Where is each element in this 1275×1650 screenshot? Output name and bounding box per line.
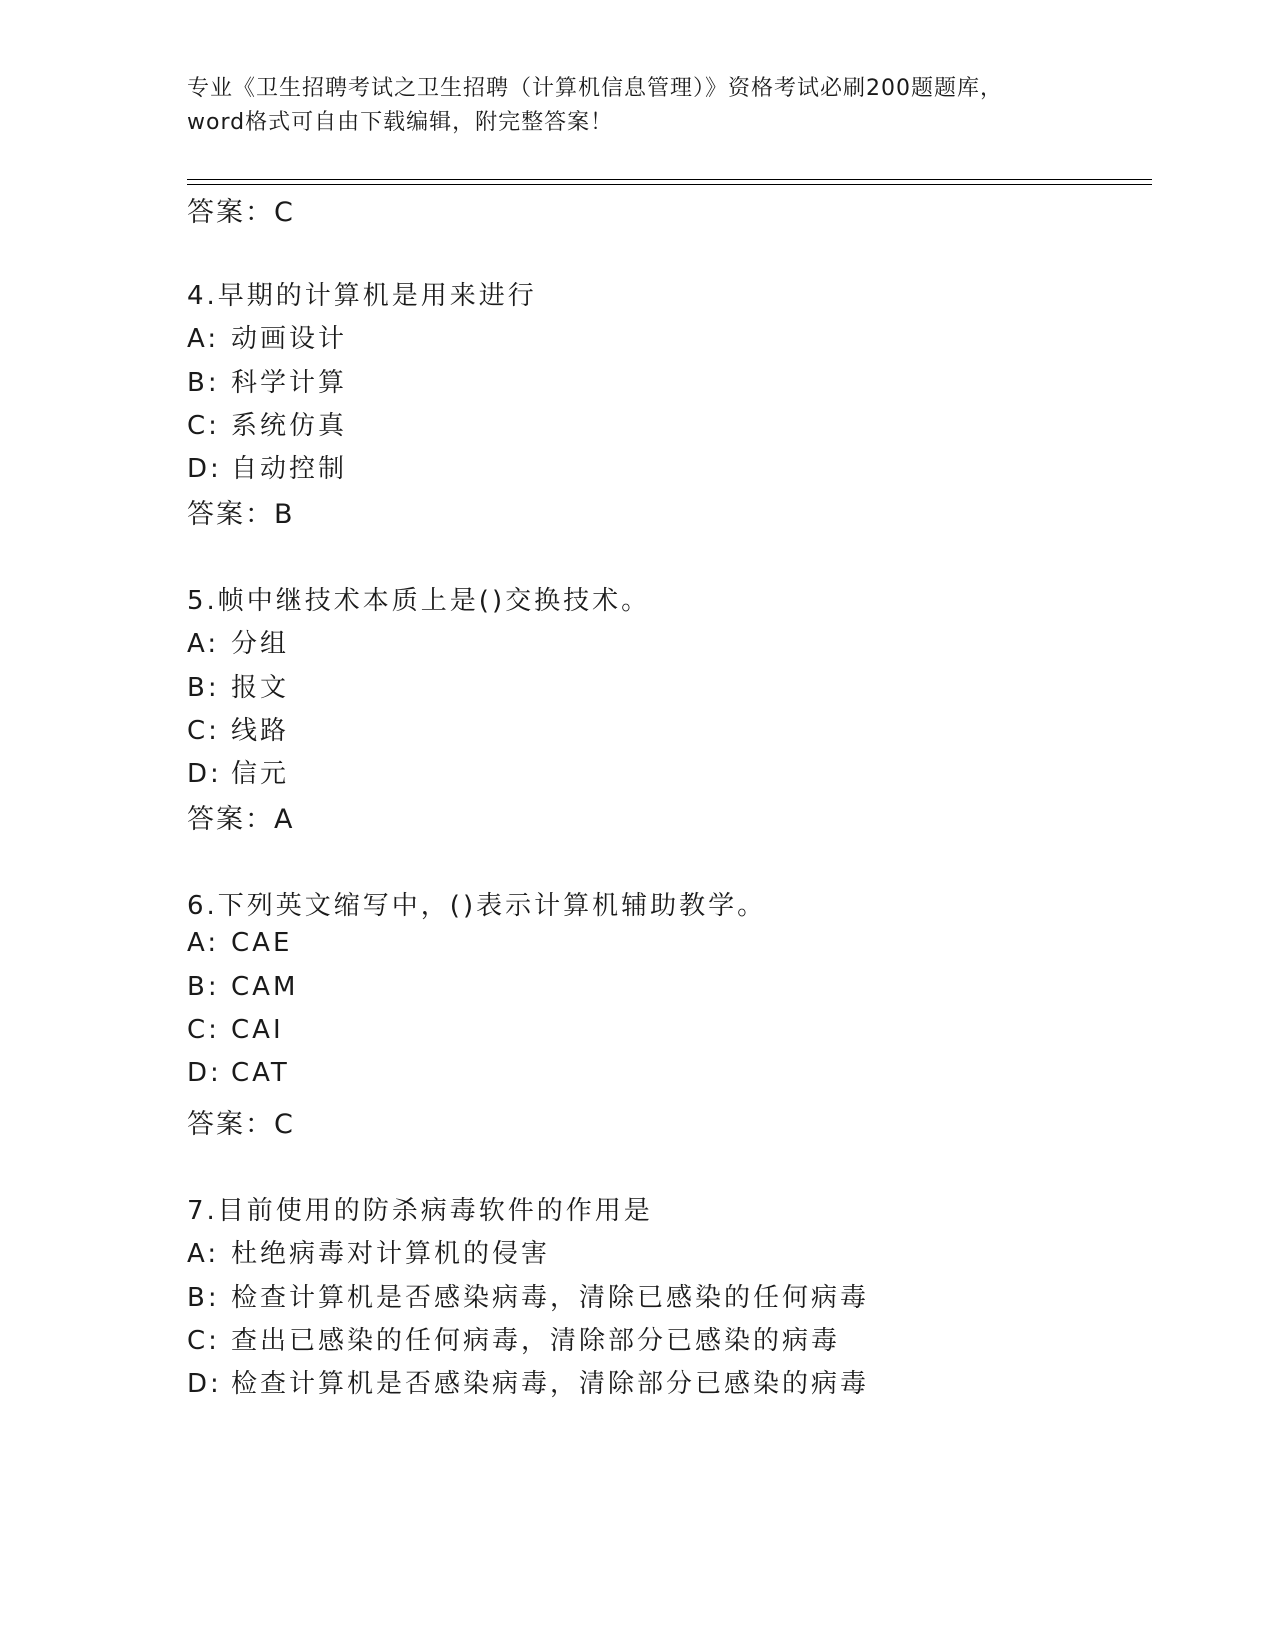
option-text: 自动控制 [231, 454, 348, 484]
option-text: 检查计算机是否感染病毒，清除部分已感染的病毒 [231, 1369, 870, 1399]
question-stem: 5.帧中继技术本质上是()交换技术。 [187, 586, 651, 616]
option-key: A: [187, 629, 220, 659]
option-d [187, 448, 347, 485]
option-key: D: [187, 1369, 222, 1399]
option-key: D: [187, 759, 222, 789]
option-b [187, 972, 298, 1002]
question-answer: 答案：C [187, 1109, 295, 1140]
question-stem: 4.早期的计算机是用来进行 [187, 281, 537, 311]
option-d [187, 1058, 290, 1088]
option-key: D: [187, 1058, 222, 1088]
option-text: CAE [231, 928, 293, 958]
option-text: 杜绝病毒对计算机的侵害 [231, 1239, 551, 1269]
option-c [187, 1015, 284, 1045]
option-text: 分组 [231, 629, 290, 659]
option-key: A: [187, 324, 220, 354]
option-text: CAM [231, 972, 299, 1002]
option-text: 查出已感染的任何病毒，清除部分已感染的病毒 [231, 1326, 841, 1356]
option-c [187, 405, 347, 442]
option-a [187, 318, 347, 355]
option-text: 检查计算机是否感染病毒，清除已感染的任何病毒 [231, 1283, 870, 1313]
option-key: D: [187, 454, 222, 484]
question-answer: 答案：A [187, 804, 295, 835]
option-text: 系统仿真 [231, 411, 348, 441]
header-line-1: 专业《卫生招聘考试之卫生招聘（计算机信息管理）》资格考试必刷200题题库， [187, 76, 1003, 101]
option-c [187, 710, 289, 747]
option-c [187, 1320, 840, 1357]
option-d [187, 753, 289, 790]
option-d [187, 1363, 869, 1400]
option-key: C: [187, 1326, 220, 1356]
option-a [187, 928, 292, 958]
header-rule-top [187, 179, 1152, 180]
previous-answer: 答案：C [187, 197, 295, 228]
question-stem: 6.下列英文缩写中，()表示计算机辅助教学。 [187, 891, 767, 921]
option-b [187, 362, 347, 399]
document-header [187, 72, 1087, 140]
option-text: 动画设计 [231, 324, 348, 354]
option-text: 信元 [231, 759, 290, 789]
option-b [187, 667, 289, 704]
option-text: CAT [231, 1058, 290, 1088]
question-stem: 7.目前使用的防杀病毒软件的作用是 [187, 1196, 653, 1226]
option-text: 报文 [231, 673, 290, 703]
header-rule-bottom [187, 184, 1152, 185]
option-b [187, 1277, 869, 1314]
option-a [187, 1233, 550, 1270]
option-key: B: [187, 972, 220, 1002]
option-key: C: [187, 411, 220, 441]
option-text: CAI [231, 1015, 284, 1045]
option-text: 线路 [231, 716, 290, 746]
option-key: B: [187, 673, 220, 703]
header-line-2: word格式可自由下载编辑，附完整答案！ [187, 110, 614, 135]
option-a [187, 623, 289, 660]
option-key: B: [187, 368, 220, 398]
option-key: A: [187, 1239, 220, 1269]
question-answer: 答案：B [187, 499, 295, 530]
option-key: B: [187, 1283, 220, 1313]
option-text: 科学计算 [231, 368, 348, 398]
option-key: C: [187, 1015, 220, 1045]
option-key: A: [187, 928, 220, 958]
option-key: C: [187, 716, 220, 746]
